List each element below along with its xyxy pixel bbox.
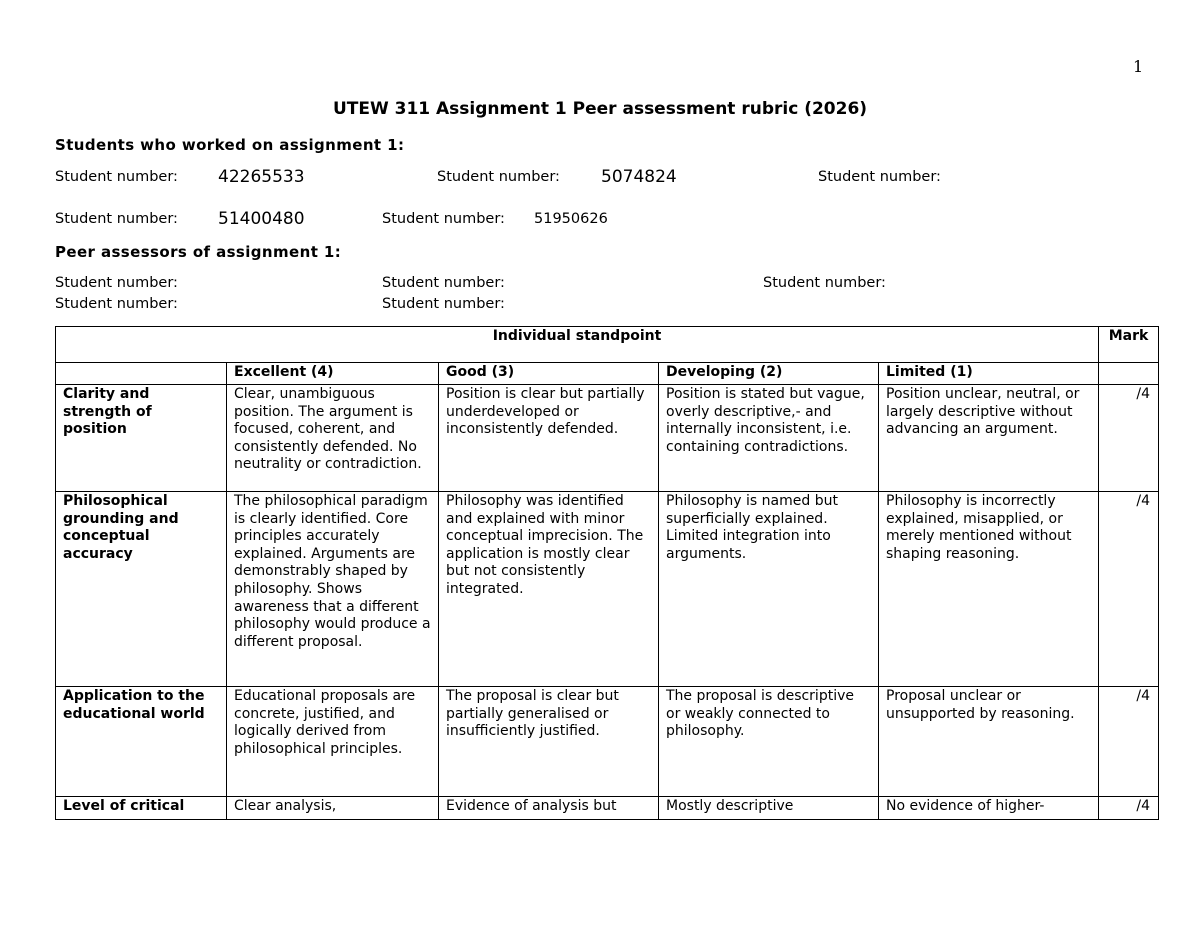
criterion-cell: Philosophical grounding and conceptual accuracy <box>56 492 227 687</box>
mark-cell: /4 <box>1099 797 1159 820</box>
rubric-row <box>56 385 1159 492</box>
student-number-value: 42265533 <box>218 167 305 187</box>
level-header: Limited (1) <box>879 363 1099 385</box>
criterion-cell: Clarity and strength of position <box>56 385 227 492</box>
group-header: Individual standpoint <box>56 327 1099 363</box>
descriptor-cell: Philosophy was identified and explained with minor conceptual imprecision. The application is mostly clear but not consistently integrated. <box>439 492 659 687</box>
level-header: Good (3) <box>439 363 659 385</box>
descriptor-cell: Educational proposals are concrete, justified, and logically derived from philosophical principles. <box>227 687 439 797</box>
descriptor-cell: The philosophical paradigm is clearly identified. Core principles accurately explained. Arguments are demonstrably shaped by philosophy. Shows awareness that a different philosophy would produce a different proposal. <box>227 492 439 687</box>
level-header: Developing (2) <box>659 363 879 385</box>
descriptor-cell: Position is stated but vague, overly descriptive,- and internally inconsistent, i.e. containing contradictions. <box>659 385 879 492</box>
page-title: UTEW 311 Assignment 1 Peer assessment rubric (2026) <box>332 99 868 119</box>
assessor-number-label: Student number: <box>382 296 505 312</box>
assessor-number-label: Student number: <box>55 275 178 291</box>
descriptor-cell: The proposal is descriptive or weakly connected to philosophy. <box>659 687 879 797</box>
level-header: Excellent (4) <box>227 363 439 385</box>
descriptor-cell: Position is clear but partially underdeveloped or inconsistently defended. <box>439 385 659 492</box>
mark-header: Mark <box>1099 327 1159 363</box>
assessor-number-label: Student number: <box>382 275 505 291</box>
descriptor-cell: Evidence of analysis but <box>439 797 659 820</box>
mark-cell: /4 <box>1099 687 1159 797</box>
descriptor-cell: Position unclear, neutral, or largely descriptive without advancing an argument. <box>879 385 1099 492</box>
student-number-label: Student number: <box>55 169 178 185</box>
descriptor-cell: Mostly descriptive <box>659 797 879 820</box>
rubric-table <box>55 326 1159 820</box>
empty-header-cell <box>56 363 227 385</box>
criterion-cell: Application to the educational world <box>56 687 227 797</box>
mark-cell: /4 <box>1099 492 1159 687</box>
student-number-value: 5074824 <box>601 167 677 187</box>
student-number-label: Student number: <box>818 169 941 185</box>
rubric-level-header-row <box>56 363 1159 385</box>
descriptor-cell: Philosophy is incorrectly explained, misapplied, or merely mentioned without shaping reasoning. <box>879 492 1099 687</box>
student-number-value: 51950626 <box>534 211 608 227</box>
student-number-label: Student number: <box>437 169 560 185</box>
descriptor-cell: No evidence of higher- <box>879 797 1099 820</box>
page-number: 1 <box>1133 57 1144 76</box>
student-number-label: Student number: <box>55 211 178 227</box>
student-number-label: Student number: <box>382 211 505 227</box>
criterion-cell: Level of critical <box>56 797 227 820</box>
descriptor-cell: Clear analysis, <box>227 797 439 820</box>
empty-header-cell <box>1099 363 1159 385</box>
descriptor-cell: Proposal unclear or unsupported by reasoning. <box>879 687 1099 797</box>
descriptor-cell: The proposal is clear but partially generalised or insufficiently justified. <box>439 687 659 797</box>
rubric-group-header-row <box>56 327 1159 363</box>
descriptor-cell: Philosophy is named but superficially explained. Limited integration into arguments. <box>659 492 879 687</box>
student-number-value: 51400480 <box>218 209 305 229</box>
students-heading: Students who worked on assignment 1: <box>55 136 405 154</box>
assessor-number-label: Student number: <box>55 296 178 312</box>
rubric-row <box>56 687 1159 797</box>
mark-cell: /4 <box>1099 385 1159 492</box>
rubric-row <box>56 492 1159 687</box>
rubric-row <box>56 797 1159 820</box>
descriptor-cell: Clear, unambiguous position. The argument is focused, coherent, and consistently defended. No neutrality or contradiction. <box>227 385 439 492</box>
assessor-number-label: Student number: <box>763 275 886 291</box>
assessors-heading: Peer assessors of assignment 1: <box>55 243 342 261</box>
